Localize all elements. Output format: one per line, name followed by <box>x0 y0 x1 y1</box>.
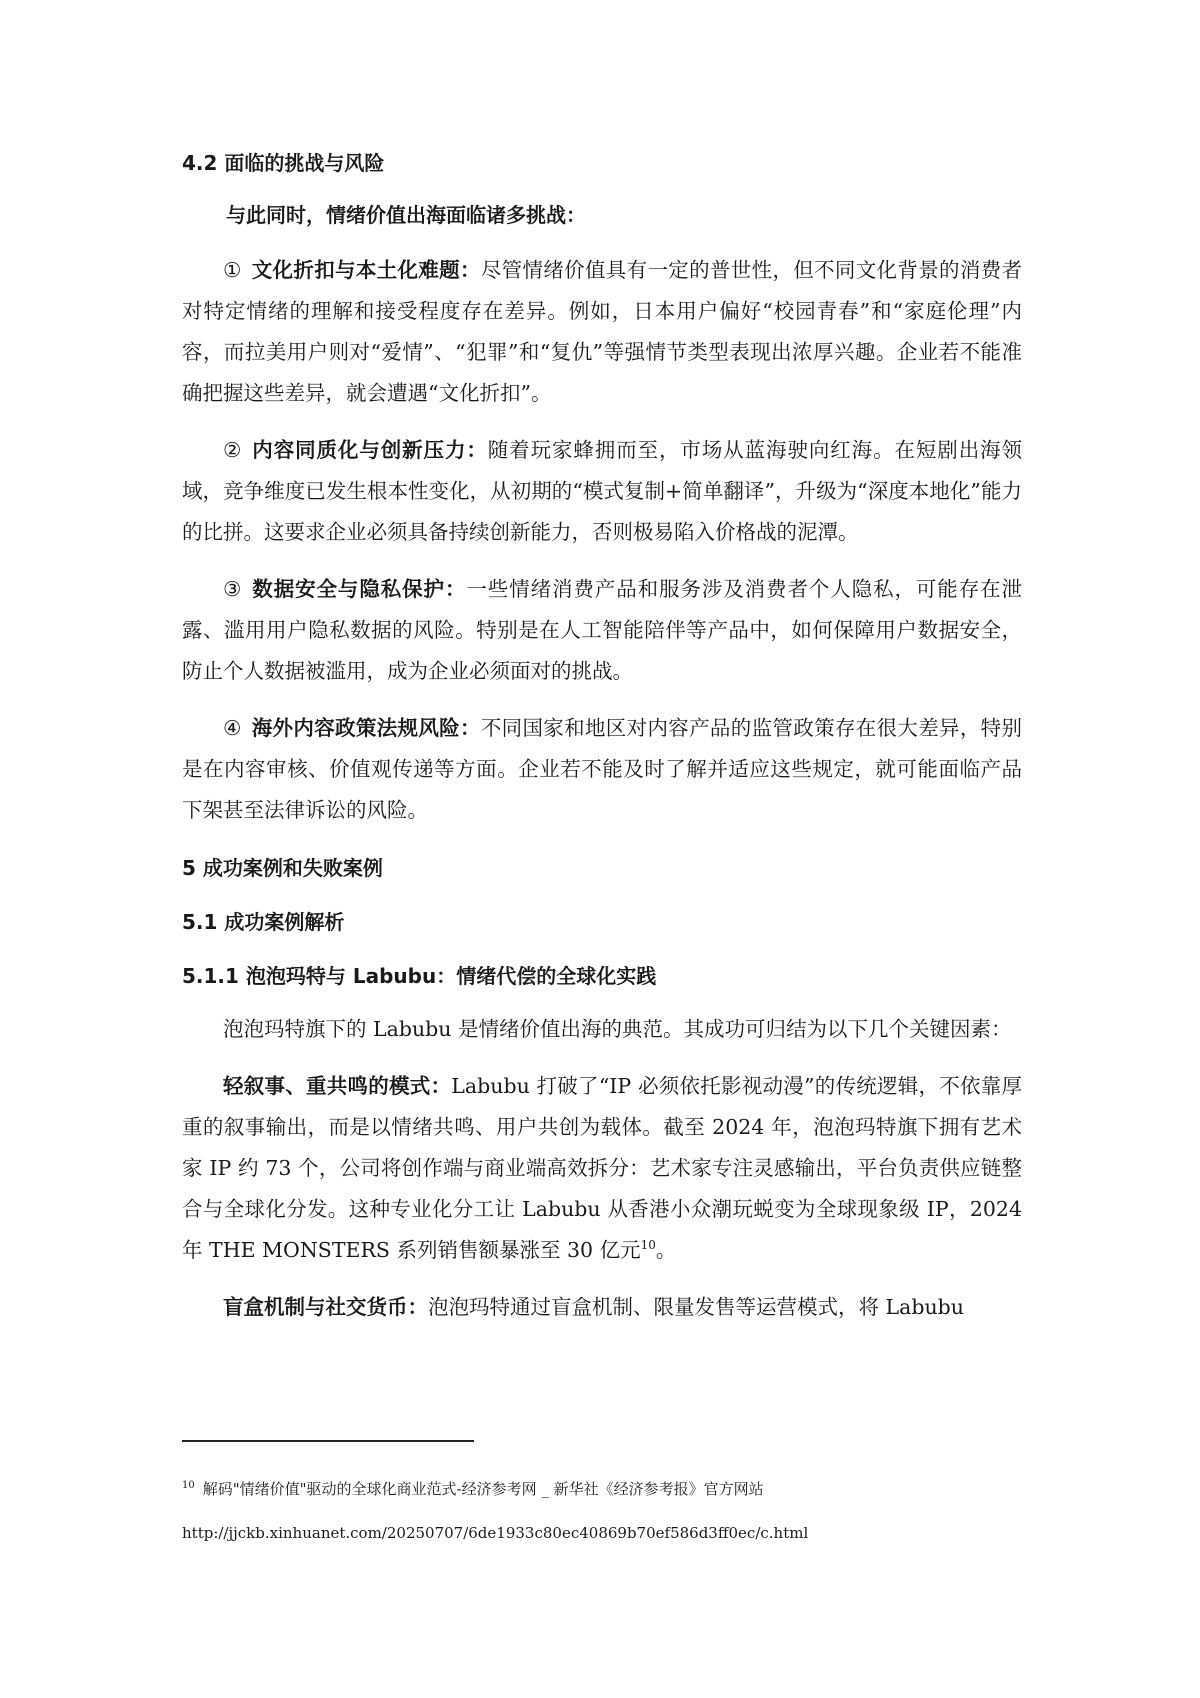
item-title: 数据安全与隐私保护： <box>252 577 467 601</box>
paragraph-end: 。 <box>655 1238 677 1262</box>
section-heading-5-1: 5.1 成功案例解析 <box>182 910 345 934</box>
paragraph-title: 盲盒机制与社交货币： <box>223 1295 428 1319</box>
challenge-item <box>182 430 1022 553</box>
challenge-item <box>182 708 1022 831</box>
item-text: 随着玩家蜂拥而至，市场从蓝海驶向红海。在短剧出海领域，竞争维度已发生根本性变化，从初期的“模式复制+简单翻译”，升级为“深度本地化”能力的比拼。这要求企业必须具备持续创新能力，否则极易陷入价格战的泥潭。 <box>182 438 1023 544</box>
footnote-ref[interactable]: 10 <box>640 1238 656 1253</box>
case-paragraph <box>182 1066 1022 1271</box>
footnote-url[interactable]: http://jjckb.xinhuanet.com/20250707/6de1933c80ec40869b70ef586d3ff0ec/c.html <box>182 1524 809 1542</box>
item-number: ④ <box>223 716 242 740</box>
item-title: 文化折扣与本土化难题： <box>251 258 481 282</box>
item-number: ② <box>223 438 243 462</box>
item-title: 内容同质化与创新压力： <box>252 438 488 462</box>
item-title: 海外内容政策法规风险： <box>251 716 481 740</box>
item-number: ③ <box>223 577 243 601</box>
item-text: 一些情绪消费产品和服务涉及消费者个人隐私，可能存在泄露、滥用用户隐私数据的风险。特别是在人工智能陪伴等产品中，如何保障用户数据安全，防止个人数据被滥用，成为企业必须面对的挑战。 <box>182 577 1023 683</box>
challenges-lead: 与此同时，情绪价值出海面临诸多挑战： <box>226 203 586 227</box>
item-text: 尽管情绪价值具有一定的普世性，但不同文化背景的消费者对特定情绪的理解和接受程度存在差异。例如，日本用户偏好“校园青春”和“家庭伦理”内容，而拉美用户则对“爱情”、“犯罪”和“复仇”等强情节类型表现出浓厚兴趣。企业若不能准确把握这些差异，就会遭遇“文化折扣”。 <box>182 258 1023 405</box>
section-heading-5: 5 成功案例和失败案例 <box>182 856 383 880</box>
case-intro-paragraph: 泡泡玛特旗下的 Labubu 是情绪价值出海的典范。其成功可归结为以下几个关键因素： <box>223 1017 1012 1041</box>
footnote-divider <box>182 1440 474 1442</box>
case-paragraph <box>182 1287 1022 1328</box>
footnote <box>182 1478 1042 1500</box>
item-text: 不同国家和地区对内容产品的监管政策存在很大差异，特别是在内容审核、价值观传递等方面。企业若不能及时了解并适应这些规定，就可能面临产品下架甚至法律诉讼的风险。 <box>182 716 1023 822</box>
challenge-item <box>182 250 1022 414</box>
section-heading-5-1-1: 5.1.1 泡泡玛特与 Labubu：情绪代偿的全球化实践 <box>182 964 657 988</box>
item-number: ① <box>223 258 242 282</box>
footnote-mark: 10 <box>182 1480 195 1491</box>
section-heading-4-2: 4.2 面临的挑战与风险 <box>182 151 385 175</box>
page-content <box>182 148 1022 1328</box>
challenge-item <box>182 569 1022 692</box>
paragraph-title: 轻叙事、重共鸣的模式： <box>223 1074 452 1098</box>
paragraph-text: 泡泡玛特通过盲盒机制、限量发售等运营模式，将 Labubu <box>428 1295 965 1319</box>
footnote-text: 解码"情绪价值"驱动的全球化商业范式-经济参考网 _ 新华社《经济参考报》官方网站 <box>202 1480 764 1498</box>
paragraph-text: Labubu 打破了“IP 必须依托影视动漫”的传统逻辑，不依靠厚重的叙事输出，而是以情绪共鸣、用户共创为载体。截至 2024 年，泡泡玛特旗下拥有艺术家 IP 约 73 个，公司将创作端与商业端高效拆分：艺术家专注灵感输出，平台负责供应链整合与全球化分发。这种专业化分工让 Labubu 从香港小众潮玩蜕变为全球现象级 IP，2024 年 THE MONSTERS 系列销售额暴涨至 30 亿元 <box>182 1074 1023 1262</box>
